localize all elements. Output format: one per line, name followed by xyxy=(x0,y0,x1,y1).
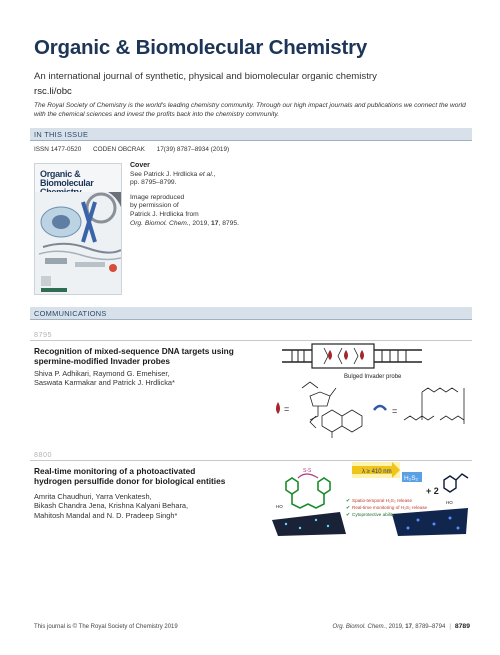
svg-text:S-S: S-S xyxy=(303,468,312,474)
cover-thumb-title: Organic & Biomolecular xyxy=(40,169,94,188)
article-page-number: 8795 xyxy=(34,330,52,339)
article-page-number: 8800 xyxy=(34,450,52,459)
svg-text:=: = xyxy=(392,406,398,416)
cover-thumbnail[interactable] xyxy=(34,163,122,295)
in-this-issue-heading: IN THIS ISSUE xyxy=(34,130,89,139)
graphic-wavelength: λ ≥ 410 nm xyxy=(362,469,392,475)
rsc-statement: The Royal Society of Chemistry is the world's leading chemistry community. Through our high impact journals and publications we connect the world with the chemical sciences and invest the profits back into the chemistry community. xyxy=(34,102,466,119)
cover-art-image xyxy=(35,192,122,295)
graphic-bullet: Real-time monitoring of H₂S₂ release xyxy=(352,505,428,510)
footer-citation: Org. Biomol. Chem., 2019, 17, 8789–8794 | 8789 xyxy=(332,623,470,630)
svg-text:✔: ✔ xyxy=(346,498,351,504)
article-title[interactable]: Recognition of mixed-sequence DNA targets using spermine-modified Invader probes xyxy=(34,346,234,367)
in-this-issue-bar xyxy=(30,128,472,141)
svg-text:✔: ✔ xyxy=(346,512,351,518)
article-title[interactable]: Real-time monitoring of a photoactivated hydrogen persulfide donor for biological entities xyxy=(34,466,226,487)
svg-text:✔: ✔ xyxy=(346,505,351,511)
page-number: 8789 xyxy=(454,623,470,630)
article-graphical-abstract xyxy=(268,462,472,536)
communications-bar xyxy=(30,307,472,320)
graphic-label: Bulged Invader probe xyxy=(344,374,402,380)
issn: ISSN 1477-0520 xyxy=(34,146,82,153)
svg-text:HO: HO xyxy=(446,500,453,505)
volume-info: 17(39) 8787–8934 (2019) xyxy=(156,146,230,153)
article-authors: Shiva P. Adhikari, Raymond G. Emehiser, Saswata Karmakar and Patrick J. Hrdlicka* xyxy=(34,369,175,388)
svg-text:HO: HO xyxy=(276,504,283,509)
article-divider xyxy=(30,460,472,461)
issn-line xyxy=(34,146,239,153)
graphic-bullet: Cytoprotective ability xyxy=(352,512,395,517)
cover-meta: Cover See Patrick J. Hrdlicka et al., pp. 8795–8799. Image reproduced by permission of Patrick J. Hrdlicka from Org. Biomol. Chem., 2019, 17, 8795. xyxy=(130,162,239,227)
journal-url[interactable]: rsc.li/obc xyxy=(34,86,72,97)
graphic-bullet: Spatio-temporal H₂S₂ release xyxy=(352,498,412,503)
communications-heading: COMMUNICATIONS xyxy=(34,309,107,318)
svg-text:+ 2: + 2 xyxy=(426,486,439,496)
article-graphical-abstract xyxy=(272,340,472,444)
cover-label: Cover xyxy=(130,162,150,169)
coden: CODEN OBCRAK xyxy=(93,146,145,153)
journal-subtitle: An international journal of synthetic, physical and biomolecular organic chemistry xyxy=(34,71,377,82)
svg-text:=: = xyxy=(284,404,290,414)
journal-title: Organic & Biomolecular Chemistry xyxy=(34,36,368,59)
footer-copyright: This journal is © The Royal Society of Chemistry 2019 xyxy=(34,624,178,630)
article-authors: Amrita Chaudhuri, Yarra Venkatesh, Bikash Chandra Jena, Krishna Kalyani Behara, Mahitosh Mandal and N. D. Pradeep Singh* xyxy=(34,492,189,520)
graphic-h2s2: H₂S₂ xyxy=(404,475,419,482)
